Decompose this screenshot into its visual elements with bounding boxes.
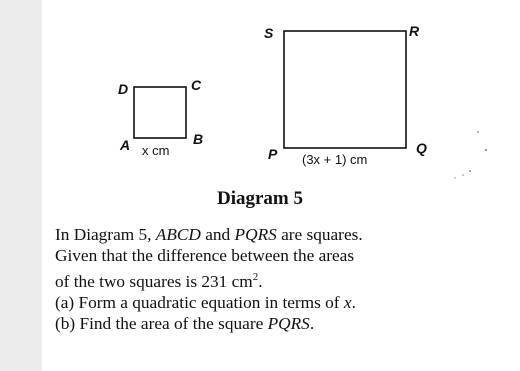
- square-name-pqrs: PQRS: [234, 225, 277, 244]
- area-statement: of the two squares is 231 cm: [55, 271, 253, 291]
- problem-line-1: [55, 224, 515, 245]
- part-a-variable: x: [343, 292, 352, 312]
- side-label-x: x cm: [142, 143, 170, 158]
- and-word: and: [205, 225, 231, 244]
- vertex-b: B: [193, 131, 204, 147]
- question-part-b: [55, 313, 515, 334]
- vertex-p: P: [268, 146, 278, 162]
- problem-line-2: Given that the difference between the areas: [55, 246, 355, 266]
- vertex-q: Q: [416, 140, 427, 156]
- part-a-text: (a) Form a quadratic equation in terms of: [55, 292, 340, 312]
- intro-prefix: In Diagram 5,: [55, 225, 152, 244]
- part-b-variable: PQRS: [267, 313, 310, 333]
- area-statement-end: .: [258, 271, 263, 291]
- diagram-caption: Diagram 5: [216, 188, 303, 209]
- square-abcd: [134, 87, 186, 138]
- problem-line-3: [55, 267, 515, 292]
- vertex-c: C: [191, 77, 202, 93]
- area-unit-exponent: 2: [252, 270, 259, 283]
- problem-text: [55, 224, 515, 334]
- question-part-a: [55, 292, 515, 313]
- print-specks: [454, 131, 487, 179]
- vertex-a: A: [120, 137, 131, 153]
- intro-suffix: are squares.: [281, 225, 363, 244]
- vertex-r: R: [409, 23, 420, 39]
- part-b-end: .: [309, 313, 315, 333]
- part-a-end: .: [351, 292, 356, 312]
- vertex-d: D: [118, 81, 129, 97]
- vertex-s: S: [264, 25, 274, 41]
- square-name-abcd: ABCD: [155, 225, 201, 244]
- square-pqrs: [284, 31, 406, 148]
- part-b-text: (b) Find the area of the square: [55, 313, 264, 333]
- side-label-3x-plus-1: (3x + 1) cm: [302, 152, 368, 167]
